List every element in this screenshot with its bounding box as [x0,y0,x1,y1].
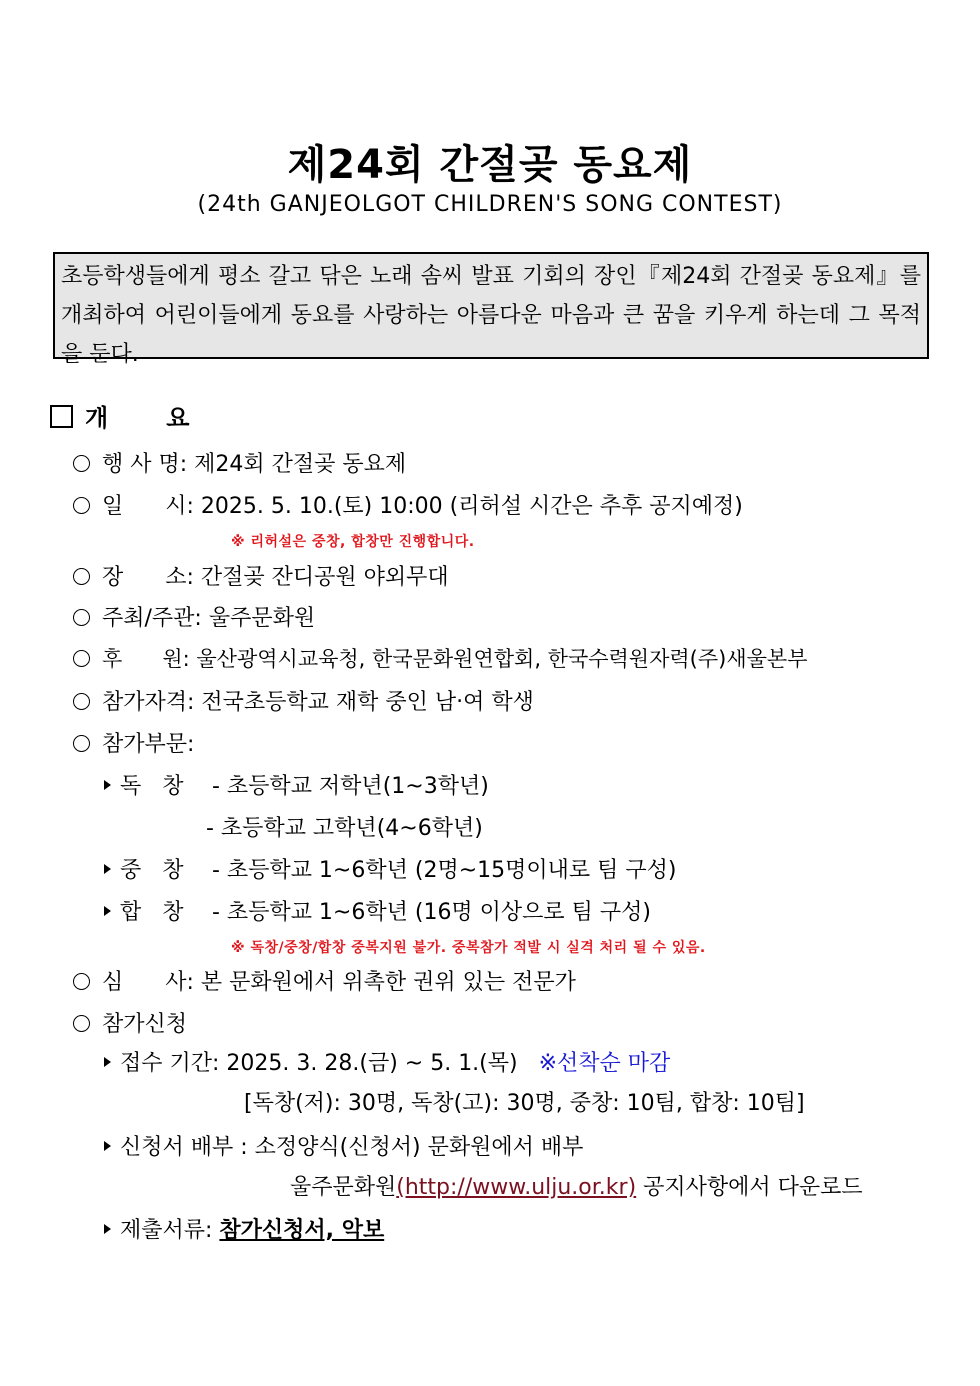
row-judge [73,965,576,996]
section-heading-right: 요 [166,404,190,432]
row-value: 간절곶 잔디공원 야외무대 [200,565,449,590]
row-label: 일 시: [102,494,194,519]
circle-bullet-icon [73,609,90,626]
circle-bullet-icon [73,650,90,667]
apply-form-value: 소정양식(신청서) 문화원에서 배부 [254,1135,584,1160]
row-value: 전국초등학교 재학 중인 남‧여 학생 [201,690,534,715]
division-desc: - 초등학교 1~6학년 (16명 이상으로 팀 구성) [212,900,652,925]
apply-form-label: 신청서 배부 : [120,1135,248,1160]
download-text: 공지사항에서 다운로드 [643,1175,863,1200]
page-title: 제24회 간절곶 동요제 [287,142,693,188]
row-host [73,601,315,632]
apply-period [104,1046,670,1077]
apply-quota: [독창(저): 30명, 독창(고): 30명, 중창: 10팀, 합창: 10팀] [244,1091,805,1116]
circle-bullet-icon [73,497,90,514]
circle-bullet-icon [73,973,90,990]
apply-docs-value: 참가신청서, 악보 [219,1218,385,1243]
division-note: ※ 독창/중창/합창 중복지원 불가. 중복참가 적발 시 실격 처리 될 수 있음. [231,940,706,956]
org-name: 울주문화원 [290,1175,397,1200]
apply-period-label: 접수 기간: [120,1051,220,1076]
triangle-bullet-icon [104,1141,111,1151]
division-name: 독 창 [120,774,184,799]
section-heading-left: 개 [85,404,109,432]
apply-docs-label: 제출서류: [120,1218,213,1243]
division-name: 중 창 [120,858,184,883]
triangle-bullet-icon [104,864,111,874]
row-label: 장 소: [102,565,194,590]
rehearsal-note: ※ 리허설은 중창, 합창만 진행합니다. [231,534,475,550]
purpose-box: 초등학생들에게 평소 갈고 닦은 노래 솜씨 발표 기회의 장인『제24회 간절곶 동요제』를 개최하여 어린이들에게 동요를 사랑하는 아름다운 마음과 큰 꿈을 키우게 하는데 그 목적을 둔다. [53,252,929,359]
row-value: 울산광역시교육청, 한국문화원연합회, 한국수력원자력(주)새울본부 [196,647,808,671]
triangle-bullet-icon [104,906,111,916]
division-desc: - 초등학교 저학년(1~3학년) [212,774,489,799]
row-value: 본 문화원에서 위촉한 권위 있는 전문가 [200,970,576,995]
apply-docs [104,1213,384,1244]
row-sponsor [73,643,807,673]
row-label: 심 사: [102,970,194,995]
circle-bullet-icon [73,693,90,710]
division-desc: - 초등학교 고학년(4~6학년) [206,816,483,841]
row-apply [73,1007,187,1038]
row-label: 참가부문: [102,732,195,757]
row-date [73,489,743,520]
row-divisions [73,727,194,758]
row-eligibility [73,685,534,716]
circle-bullet-icon [73,1015,90,1032]
division-ensemble [104,853,676,884]
apply-form-download [290,1170,863,1201]
checkbox-square-icon [50,405,73,428]
row-label: 행 사 명: [102,452,188,477]
apply-period-value: 2025. 3. 28.(금) ~ 5. 1.(목) [226,1051,518,1076]
section-heading [50,398,189,433]
division-choir [104,895,651,926]
division-solo-low [104,769,489,800]
row-label: 참가자격: [102,690,195,715]
row-value: 울주문화원 [208,606,316,631]
row-value: 2025. 5. 10.(토) 10:00 (리허설 시간은 추후 공지예정) [200,494,743,519]
circle-bullet-icon [73,455,90,472]
division-desc: - 초등학교 1~6학년 (2명~15명이내로 팀 구성) [212,858,677,883]
row-venue [73,560,449,591]
row-value: 제24회 간절곶 동요제 [194,452,407,477]
page-subtitle: (24th GANJEOLGOT CHILDREN'S SONG CONTEST) [197,192,783,217]
division-name: 합 창 [120,900,184,925]
apply-form [104,1130,583,1161]
triangle-bullet-icon [104,780,111,790]
division-solo-high [206,811,483,842]
row-event-name [73,447,406,478]
website-link[interactable]: (http://www.ulju.or.kr) [396,1175,637,1200]
first-come-note: ※선착순 마감 [538,1051,671,1076]
row-label: 참가신청 [102,1012,188,1037]
row-label: 후 원: [102,647,190,671]
row-label: 주최/주관: [102,606,202,631]
triangle-bullet-icon [104,1057,111,1067]
triangle-bullet-icon [104,1224,111,1234]
circle-bullet-icon [73,735,90,752]
circle-bullet-icon [73,568,90,585]
